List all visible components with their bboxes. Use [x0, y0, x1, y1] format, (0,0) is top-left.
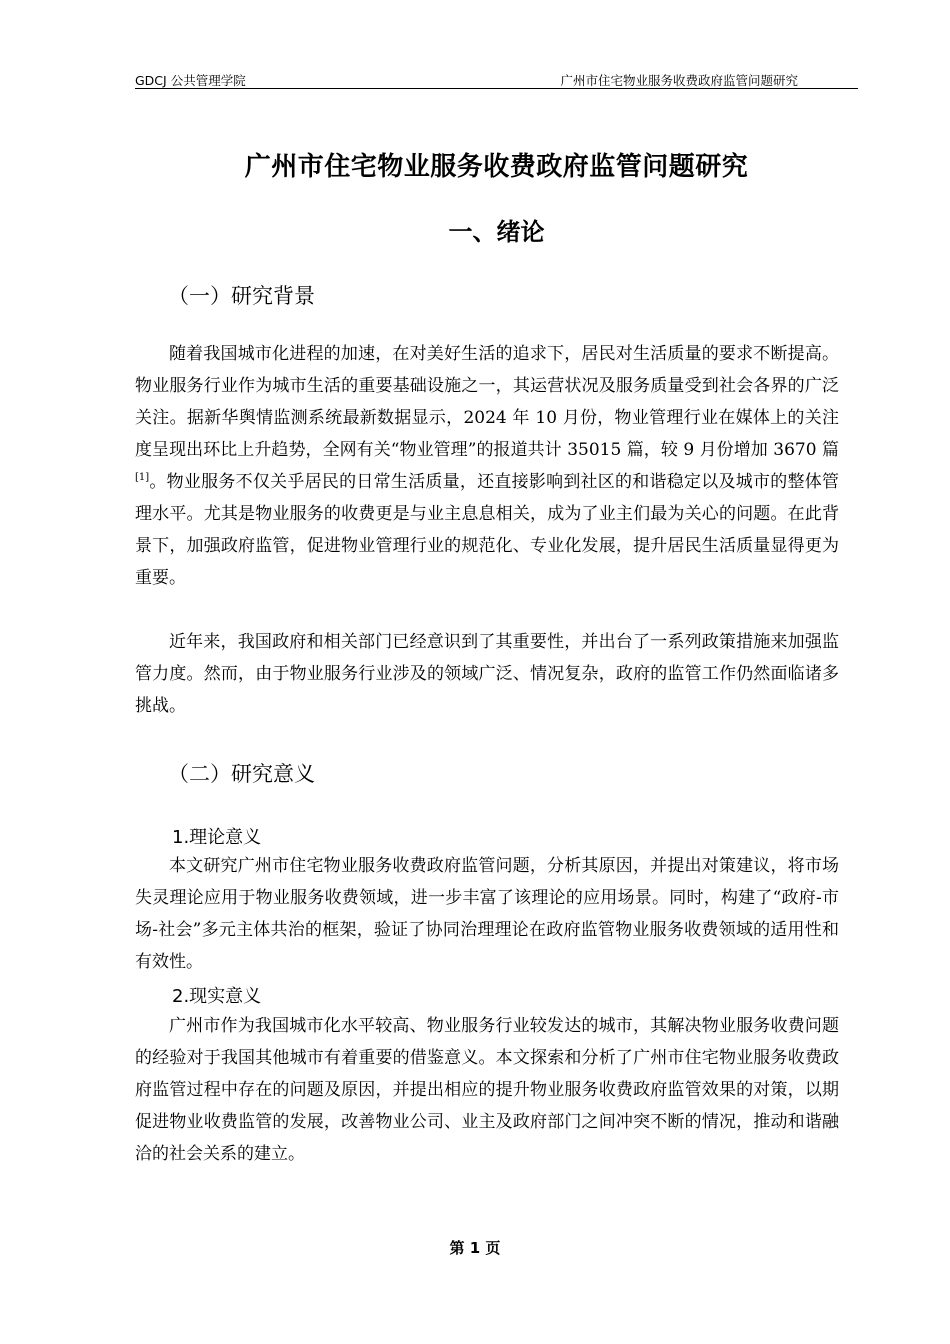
- background-paragraph-2: 近年来，我国政府和相关部门已经意识到了其重要性，并出台了一系列政策措施来加强监管力度。然而，由于物业服务行业涉及的领域广泛、情况复杂，政府的监管工作仍然面临诸多挑战。: [135, 632, 839, 716]
- citation-marker[interactable]: [1]: [135, 472, 150, 483]
- chapter-heading: 一、绪论: [448, 218, 545, 246]
- subheading-theory: 1.理论意义: [172, 827, 262, 848]
- practice-paragraph: 广州市作为我国城市化水平较高、物业服务行业较发达的城市，其解决物业服务收费问题的经验对于我国其他城市有着重要的借鉴意义。本文探索和分析了广州市住宅物业服务收费政府监管过程中存在的问题及原因，并提出相应的提升物业服务收费政府监管效果的对策，以期促进物业收费监管的发展，改善物业公司、业主及政府部门之间冲突不断的情况，推动和谐融洽的社会关系的建立。: [135, 1016, 839, 1164]
- subheading-practice: 2.现实意义: [172, 986, 262, 1007]
- section-heading-background: （一）研究背景: [168, 284, 315, 308]
- section-heading-significance: （二）研究意义: [168, 762, 315, 786]
- header-institution: GDCJ 公共管理学院: [135, 73, 246, 88]
- background-paragraph-1-text-a: 随着我国城市化进程的加速，在对美好生活的追求下，居民对生活质量的要求不断提高。物业服务行业作为城市生活的重要基础设施之一，其运营状况及服务质量受到社会各界的广泛关注。据新华舆情监测系统最新数据显示，2024 年 10 月份，物业管理行业在媒体上的关注度呈现出环比上升趋势，全网有关“物业管理”的报道共计 35015 篇，较 9 月份增加 3670 篇: [135, 344, 839, 460]
- document-title: 广州市住宅物业服务收费政府监管问题研究: [244, 152, 749, 182]
- background-paragraph-1: [135, 338, 839, 594]
- background-paragraph-1-text-b: 。物业服务不仅关乎居民的日常生活质量，还直接影响到社区的和谐稳定以及城市的整体管理水平。尤其是物业服务的收费更是与业主息息相关，成为了业主们最为关心的问题。在此背景下，加强政府监管，促进物业管理行业的规范化、专业化发展，提升居民生活质量显得更为重要。: [135, 472, 839, 588]
- header-title: 广州市住宅物业服务收费政府监管问题研究: [560, 73, 798, 88]
- theory-paragraph: 本文研究广州市住宅物业服务收费政府监管问题，分析其原因，并提出对策建议，将市场失灵理论应用于物业服务收费领域，进一步丰富了该理论的应用场景。同时，构建了“政府-市场-社会”多元主体共治的框架，验证了协同治理理论在政府监管物业服务收费领域的适用性和有效性。: [135, 856, 839, 972]
- page-header: [135, 70, 858, 89]
- page-number: 第 1 页: [449, 1239, 501, 1257]
